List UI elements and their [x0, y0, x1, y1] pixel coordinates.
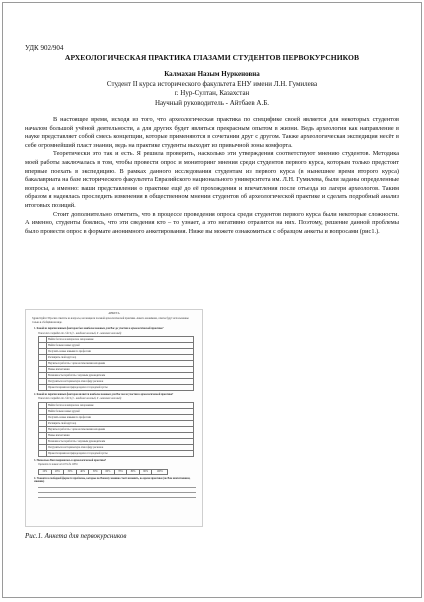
rank-cell [39, 450, 47, 456]
scale-cell: 80% [127, 469, 140, 474]
figure-heading: АНКЕТА [108, 312, 120, 315]
option-label: Получить новые навыки по профессии [47, 414, 194, 420]
option-label: Погрузиться в историческую атмосферу раскопок [47, 379, 194, 385]
scale-cell: 60% [102, 469, 115, 474]
option-label: Научиться работать с археологическими находками [47, 426, 194, 432]
paragraph: Стоит дополнительно отметить, что в процессе проведения опроса среди студентов первого курса были некоторые сложности. А именно, студенты боялись, что эти сведения кто – то узнает, а это негативно отразится на них. Поэтому, решение данной проблемы было провести опрос в формате анонимного анкетирования. Ниже вы можете ознакомиться с образцом анкеты и вопросами (рис1.). [25, 210, 399, 235]
question-4: 4. Укажите в свободной форме те проблемы, которые по Вашему мнению стоит изменить, во время практики (по Вам впечатлениям, мнению) [34, 476, 191, 484]
question-1-note: Укажите в порядке от 1 до 9 (1 - наиболее важный, 9 - наименее важный) [38, 331, 122, 335]
option-label: Расширить свой кругозор [47, 355, 194, 361]
scale-cell: 90% [139, 469, 152, 474]
answer-line [38, 489, 196, 493]
question-3: 3. Насколько Вам понравилось в археологической практике? [34, 458, 107, 462]
question-3-note: Оцените по шкале от 10% до 100% [38, 463, 78, 467]
author-name: Калмахан Назым Нуркеновна [164, 70, 260, 78]
options-table-2 [38, 402, 194, 457]
option-label: Возможность поработать с научным руководителем [47, 438, 194, 444]
udk-code: УДК 902/904 [25, 44, 64, 52]
option-label: Провести время на природе вдали от городской суеты [47, 385, 194, 391]
rank-cell [39, 385, 47, 391]
author-block [25, 70, 399, 108]
scale-cell: 30% [64, 469, 77, 474]
author-affiliation: Студент II курса исторического факультета ЕНУ имени Л.Н. Гумилева [106, 79, 318, 88]
option-label: Расширить свой кругозор [47, 420, 194, 426]
option-label: Новые впечатления [47, 432, 194, 438]
paragraph: В настоящее время, исходя из того, что археологическая практика по специфике своей является для некоторых студентов началом большой учёной деятельности, а для других будет являться прекрасным опытом в жизни. Ведь археология как направление в науке представляет собой смесь концепции, которые применяются в сочетании друг с другом. Также археологическая экспедиция несёт в себе огромнейший пласт знании, ведь на практике студенты выходят из привычной зоны комфорта. [25, 116, 399, 149]
answer-line [38, 494, 196, 498]
question-2: 2. Какой из перечисленных факторов является наиболее важным для Вас после участия в археологической практике? [34, 393, 174, 397]
option-row [39, 385, 194, 391]
figure-intro: Здравствуйте! Просим ответить на вопросы, касающиеся полевой археологической практики. Анкета анонимная, ответы будут использованы только в обобщённом виде. [32, 317, 189, 324]
options-table-1 [38, 336, 194, 391]
option-row [39, 450, 194, 456]
option-label: Возможность поработать с научным руководителем [47, 373, 194, 379]
question-2-note: Укажите в порядке от 1 до 9 (1 - наиболее важный, 9 - наименее важный) [38, 397, 122, 401]
option-label: Найти больше новых друзей [47, 408, 194, 414]
scale-cell: 100% [152, 469, 168, 474]
rating-scale [38, 469, 168, 475]
scale-cell: 40% [76, 469, 89, 474]
document-page [2, 2, 422, 598]
questionnaire-figure [25, 309, 203, 527]
scale-cell: 20% [51, 469, 64, 474]
article-body [25, 116, 399, 236]
scale-cell: 10% [39, 469, 52, 474]
article-title: АРХЕОЛОГИЧЕСКАЯ ПРАКТИКА ГЛАЗАМИ СТУДЕНТОВ ПЕРВОКУРСНИКОВ [64, 53, 360, 62]
option-label: Найти богатое и интересное захоронение [47, 337, 194, 343]
scale-cell: 50% [89, 469, 102, 474]
option-label: Новые впечатления [47, 367, 194, 373]
paragraph: Теоретически это так и есть. Я решила проверить, насколько эти утверждения соответствуют мнению студентов. Методика моей работы заключалась в том, чтобы провести опрос и мониторинг мнения среди студентов первого курса, которым только предстоит впервые поехать в экспедицию. В рамках данного исследования студентам из первого курса (в нынешнее время второго курса) бакалавриата на базе исторического факультета Евразийского национального университета им. Л.Н. Гумилева, были заданы определенные вопросы, а именно: ваши представления о практике ещё до её прохождения и впечатления после отъезда из лагеря археологов. Таким образом я надеялась проследить изменения в общественном мнении студентов об археологической практике и сделать подробный анализ итоговых позиций. [25, 150, 399, 209]
option-label: Провести время на природе вдали от городской суеты [47, 450, 194, 456]
option-label: Найти больше новых друзей [47, 343, 194, 349]
option-label: Получить новые навыки по профессии [47, 349, 194, 355]
option-label: Погрузиться в историческую атмосферу раскопок [47, 444, 194, 450]
answer-line [38, 484, 196, 488]
option-label: Найти богатое и интересное захоронение [47, 402, 194, 408]
option-label: Научиться работать с археологическими находками [47, 361, 194, 367]
author-location: г. Нур-Султан, Казахстан [174, 89, 250, 97]
scale-cell: 70% [114, 469, 127, 474]
figure-caption: Рис.1. Анкета для первокурсников [25, 532, 127, 540]
question-1: 1. Какой из перечисленных факторов был наиболее важным для Вас до участия в археологической практике? [34, 327, 164, 331]
scientific-advisor: Научный руководитель - Айтбаев А.Б. [154, 98, 270, 107]
